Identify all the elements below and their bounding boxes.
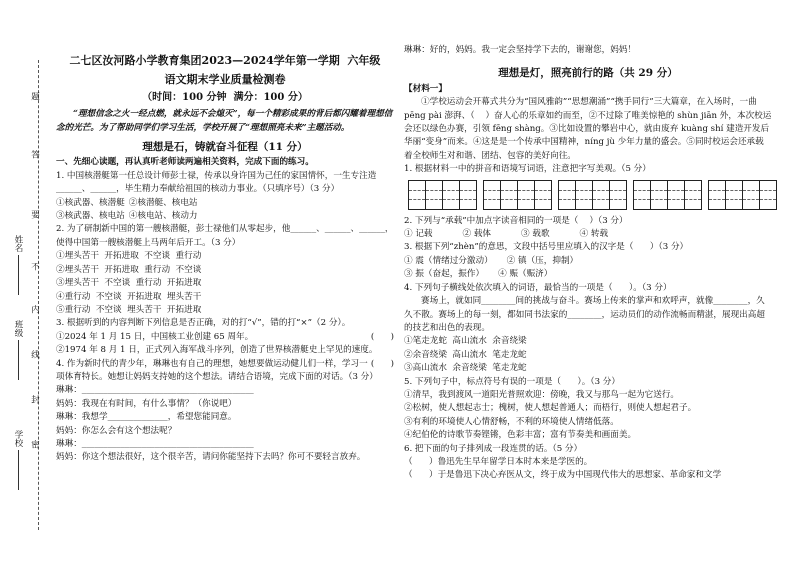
part-one-heading: 一、先细心读题，再认真听老师读两遍相关资料，完成下面的练习。	[56, 157, 314, 168]
option[interactable]: ②松树，使人想起志士；槐树，使人想起普通人；而梧行，则使人想起君子。	[404, 403, 697, 414]
question-4: 4. 下列句子横线处依次填入的词语，最恰当的一项是（ ）。（3 分）	[404, 282, 672, 293]
answer-box[interactable]	[633, 180, 702, 210]
option[interactable]: ①清早，我到渡风一道阳光普照欢迎：傍晚，我又与那鸟一起为它送行。	[404, 389, 680, 400]
option[interactable]: ③埋头苦干 不空谈 重行动 开拓进取	[56, 278, 202, 289]
question-4: 4. 作为新时代的青少年，琳琳也有自己的理想，她想要做运动健儿们一样，学习一项体育特长。她想让妈妈支持她的这个想法。请结合语境，完成下面的对话。（3 分）	[56, 358, 378, 382]
question-3: 3. 根据听到的内容判断下列信息是否正确，对的打“√”，错的打“×”（2 分）。	[56, 318, 351, 329]
option[interactable]: ④ 转载	[579, 229, 609, 240]
binding-dashed-line	[38, 60, 39, 530]
margin-char: 线	[29, 350, 40, 359]
option[interactable]: ③ 载歌	[521, 229, 550, 240]
q1-options	[56, 197, 394, 210]
question-5: 5. 下列句子中，标点符号有误的一项是（ ）。（3 分）	[404, 376, 620, 387]
dialogue-line: 妈妈：我现在有时间，有什么事情？（你说吧）	[56, 398, 237, 409]
dialogue-line: 妈妈：你这个想法很好，这个很辛苦，请问你能坚持下去吗？你可不要轻言放弃。	[56, 452, 366, 463]
question-2: 2. 为了研制新中国的第一艘核潜艇，彭士禄他们从零起步，他______、______、______，使得中国第一艘核潜艇上马两年后开工。（3 分）	[56, 224, 394, 248]
dialogue-line: 妈妈：你怎么会有这个想法呢？	[56, 425, 177, 436]
dialogue-line: 琳琳：好的，妈妈。我一定会坚持学下去的，谢谢您，妈妈！	[404, 45, 637, 55]
option[interactable]: ② 镇（压，抑制）	[506, 255, 579, 266]
material-label: 【材料一】	[404, 83, 447, 94]
margin-char: 答	[29, 150, 40, 159]
margin-char: 不	[29, 262, 40, 271]
option[interactable]: ③高山流水 余音绕梁 笔走龙蛇	[404, 363, 527, 374]
q3-statement-b[interactable]: ②1974 年 8 月 1 日，正式列入海军战斗序列，创造了世界核潜艇史上罕见的速度。 ( )	[56, 345, 394, 369]
school-field[interactable]	[12, 430, 24, 490]
dialogue-line[interactable]: 琳琳：________________________________________	[56, 385, 254, 396]
exam-subtitle: 语文期末学业质量检测卷	[164, 73, 286, 87]
margin-char: 题	[29, 92, 40, 101]
question-3: 3. 根据下列“zhèn”的意思，文段中括号里应填入的汉字是（ ）（3 分）	[404, 242, 689, 253]
margin-char: 封	[29, 395, 40, 404]
question-1: 1. 中国核潜艇第一任总设计师彭士禄，传承以身许国为己任的家国情怀，一生专注造______、______，毕生精力奉献给祖国的核动力事业。（只填序号）（3 分）	[56, 170, 377, 195]
option[interactable]: ⑤重行动 不空谈 埋头苦干 开拓进取	[56, 304, 202, 315]
material-passage: ①学校运动会开幕式共分为“国风雅韵”“思想潮涌”“携手同行”三大篇章，在入场时，一曲 pēng pài 澎湃、（ ）奋人心的乐章如约而至，②不过除了唯美惊艳的 shùn jiān 外，本次校运会还以绿色办赛，引领 fēng shàng。③比如设置的攀岩中心，就由废弃 kuàng shí 建造开发后华丽“变身”而来。④这是是一个传承中国精神，níng jù 少年力量的盛会。⑤同时校运会还承载着全校师生对和谐、团结、包容的美好向往。	[404, 97, 772, 161]
exam-title: 二七区汝河路小学教育集团2023—2024学年第一学期 六年级	[69, 54, 381, 67]
margin-char: 密	[29, 440, 40, 449]
right-column	[404, 44, 772, 483]
option[interactable]: ①埋头苦干 开拓进取 不空谈 重行动	[56, 251, 202, 262]
margin-char: 要	[29, 210, 40, 219]
dialogue-line[interactable]: 琳琳：________________________________________	[56, 438, 254, 449]
class-field[interactable]	[12, 320, 24, 380]
option[interactable]: ②埋头苦干 开拓进取 重行动 不空谈	[56, 264, 202, 275]
q1-options	[56, 210, 394, 223]
dialogue-line[interactable]: 琳琳：我想学______________，希望您能同意。	[56, 412, 237, 423]
answer-box[interactable]	[483, 180, 552, 210]
option[interactable]: ④核电站、核动力	[128, 211, 198, 222]
option[interactable]: ③有利的环境使人心情舒畅，不利的环境使人情绪低落。	[404, 416, 619, 427]
option[interactable]: ①核武器、核潜艇	[56, 197, 125, 208]
q3-statement-a[interactable]: ①2024 年 1 月 15 日，中国核工业创建 65 周年。 ( )	[56, 331, 394, 342]
option[interactable]: ③核武器、核电站	[56, 211, 125, 222]
pinyin-writing-grid	[408, 180, 772, 210]
option[interactable]: ④纪伯伦的诗歌节奏铿锵，色彩丰富；富有节奏美和画面美。	[404, 430, 637, 441]
question-2: 2. 下列与“承载”中加点字读音相同的一项是（ ）（3 分）	[404, 215, 628, 226]
question-1: 1. 根据材料一中的拼音和语境写词语，注意把字写美观。（5 分）	[404, 164, 651, 175]
school-label: 学校	[13, 430, 23, 447]
option[interactable]: ②核潜艇、核电站	[128, 197, 198, 208]
answer-box[interactable]	[708, 180, 777, 210]
left-column	[56, 48, 394, 465]
question-6: 6. 把下面的句子排列成一段连贯的话。（5 分）	[404, 443, 583, 454]
theme-intro: “理想信念之火一经点燃，就永远不会熄灭”，每一个精彩成果的背后都闪耀着理想信念的光芒。为了帮助同学们学习生活，学校开展了“理想照亮未来”主题活动。	[56, 109, 393, 133]
q3-options	[404, 255, 772, 268]
exam-meta: （时间：100 分钟 满分：100 分）	[142, 91, 308, 103]
name-field[interactable]	[12, 235, 24, 295]
option[interactable]: ① 震（情绪过分激动）	[404, 255, 493, 266]
binding-margin	[0, 0, 52, 561]
option[interactable]: ② 载体	[462, 229, 492, 240]
ordering-sentence[interactable]: （ ）于是鲁迅下决心弃医从文，终于成为中国现代伟大的思想家、革命家和文学	[404, 470, 722, 481]
q3-options	[404, 268, 772, 281]
name-label: 姓名	[13, 235, 23, 252]
q2-options	[404, 228, 772, 241]
class-label: 班级	[13, 320, 23, 337]
section-title-left: 理想是石，铸就奋斗征程（11 分）	[142, 141, 308, 154]
ordering-sentence[interactable]: （ ）鲁迅先生早年留学日本时本来是学医的。	[404, 456, 593, 467]
section-title-right: 理想是灯，照亮前行的路（共 29 分）	[498, 67, 678, 80]
margin-char: 内	[29, 305, 40, 314]
option[interactable]: ① 记载	[404, 229, 433, 240]
answer-box[interactable]	[408, 180, 477, 210]
option[interactable]: ②余音绕梁 高山流水 笔走龙蛇	[404, 349, 527, 360]
option[interactable]: ③ 振（奋起，振作）	[404, 269, 485, 280]
option[interactable]: ④ 赈（赈济）	[498, 269, 553, 280]
option[interactable]: ①笔走龙蛇 高山流水 余音绕梁	[404, 336, 527, 347]
q4-passage: 赛场上，就如同________间的挑战与奋斗。赛场上传来的掌声和欢呼声，就像________，久久不散。赛场上的每一刻，都如同书法家的________，运动员们的动作流畅而精湛，展现出高超的技艺和出色的表现。	[404, 296, 765, 333]
answer-box[interactable]	[558, 180, 627, 210]
option[interactable]: ④重行动 不空谈 开拓进取 埋头苦干	[56, 291, 202, 302]
